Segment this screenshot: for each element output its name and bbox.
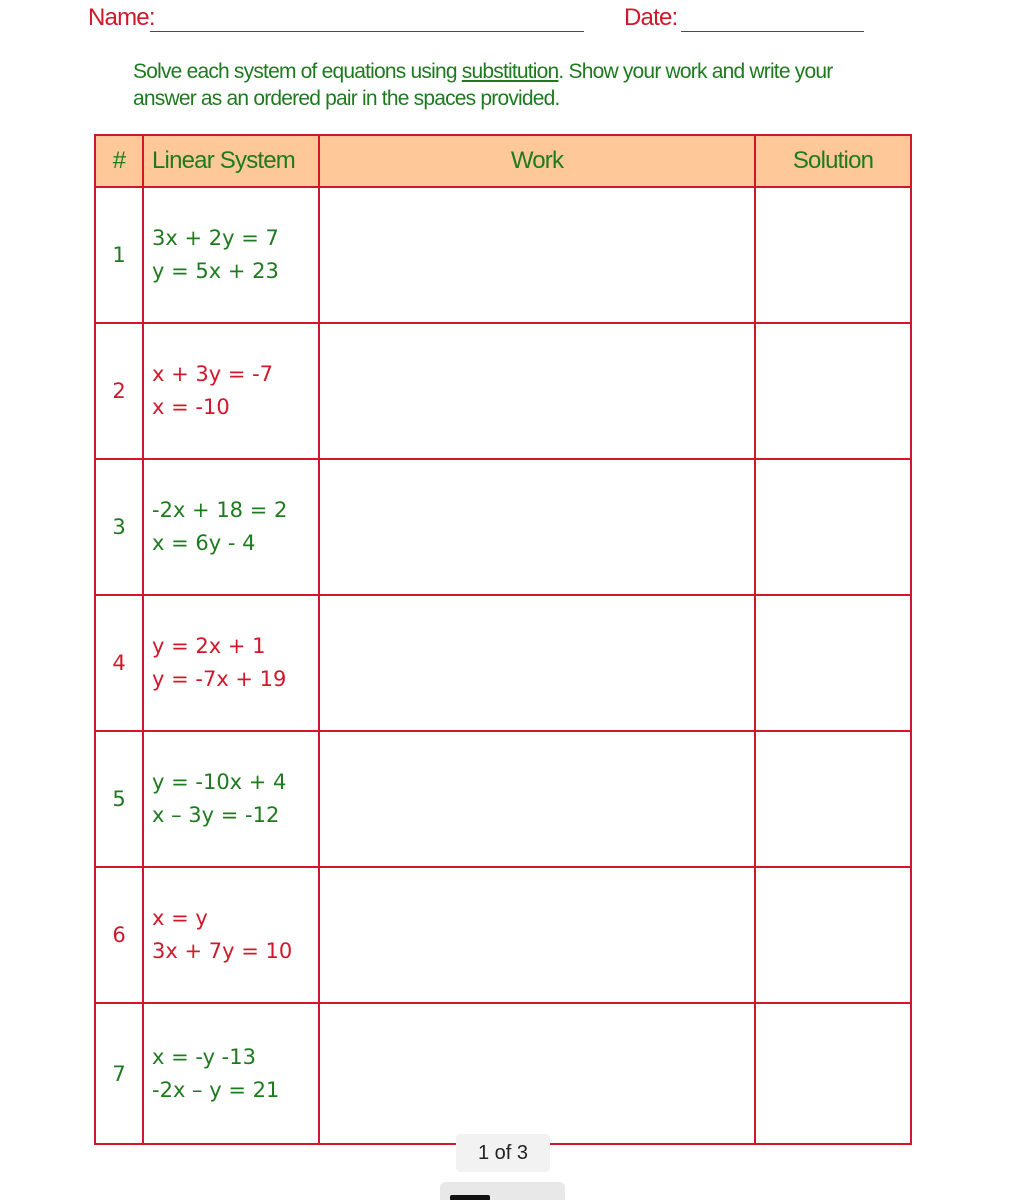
equation-2: -2x – y = 21	[152, 1077, 280, 1102]
work-cell[interactable]	[319, 867, 755, 1003]
equation-2: y = 5x + 23	[152, 259, 279, 283]
work-cell[interactable]	[319, 731, 755, 867]
viewer-toolbar[interactable]	[440, 1182, 565, 1200]
table-row	[95, 731, 911, 867]
row-number: 5	[95, 731, 143, 867]
equation-1: x = y	[152, 906, 208, 930]
solution-cell[interactable]	[755, 867, 911, 1003]
solution-cell[interactable]	[755, 1003, 911, 1144]
row-number: 1	[95, 187, 143, 323]
linear-system-cell	[143, 187, 319, 323]
column-header-number: #	[95, 135, 143, 187]
solution-cell[interactable]	[755, 187, 911, 323]
equation-1: 3x + 2y = 7	[152, 226, 279, 250]
page-indicator: 1 of 3	[456, 1134, 550, 1172]
name-line	[150, 31, 584, 32]
row-number: 6	[95, 867, 143, 1003]
linear-system-cell	[143, 1003, 319, 1144]
column-header-linear-system: Linear System	[143, 135, 319, 187]
instructions	[133, 58, 893, 112]
date-line	[681, 31, 864, 32]
equation-2: x = -10	[152, 395, 230, 419]
instructions-after: . Show your work and write your answer as an ordered pair in the spaces provided.	[133, 60, 833, 110]
linear-system-cell	[143, 867, 319, 1003]
equation-2: 3x + 7y = 10	[152, 939, 293, 963]
work-cell[interactable]	[319, 459, 755, 595]
name-label: Name:	[88, 4, 155, 31]
row-number: 4	[95, 595, 143, 731]
date-label: Date:	[624, 4, 678, 31]
equation-1: y = 2x + 1	[152, 634, 266, 658]
solution-cell[interactable]	[755, 595, 911, 731]
table-row	[95, 595, 911, 731]
equation-1: y = -10x + 4	[152, 770, 287, 794]
row-number: 2	[95, 323, 143, 459]
table-row	[95, 323, 911, 459]
linear-system-cell	[143, 459, 319, 595]
work-cell[interactable]	[319, 323, 755, 459]
column-header-work: Work	[319, 135, 755, 187]
equation-2: x – 3y = -12	[152, 803, 280, 827]
work-cell[interactable]	[319, 1003, 755, 1144]
table-header-row	[95, 135, 911, 187]
row-number: 7	[95, 1003, 143, 1144]
column-header-solution: Solution	[755, 135, 911, 187]
work-cell[interactable]	[319, 595, 755, 731]
linear-system-cell	[143, 731, 319, 867]
row-number: 3	[95, 459, 143, 595]
solution-cell[interactable]	[755, 731, 911, 867]
equation-2: x = 6y - 4	[152, 531, 256, 555]
table-row	[95, 1003, 911, 1144]
linear-system-cell	[143, 595, 319, 731]
table-row	[95, 459, 911, 595]
equation-2: y = -7x + 19	[152, 667, 287, 691]
equation-1: -2x + 18 = 2	[152, 498, 288, 522]
solution-cell[interactable]	[755, 459, 911, 595]
equation-1: x + 3y = -7	[152, 362, 274, 386]
linear-system-cell	[143, 323, 319, 459]
solution-cell[interactable]	[755, 323, 911, 459]
toolbar-icon[interactable]	[450, 1195, 490, 1200]
instructions-before: Solve each system of equations using	[133, 60, 462, 83]
table-row	[95, 187, 911, 323]
worksheet-table	[94, 134, 912, 1145]
work-cell[interactable]	[319, 187, 755, 323]
equation-1: x = -y -13	[152, 1044, 256, 1069]
table-row	[95, 867, 911, 1003]
instructions-underlined: substitution	[461, 60, 559, 83]
